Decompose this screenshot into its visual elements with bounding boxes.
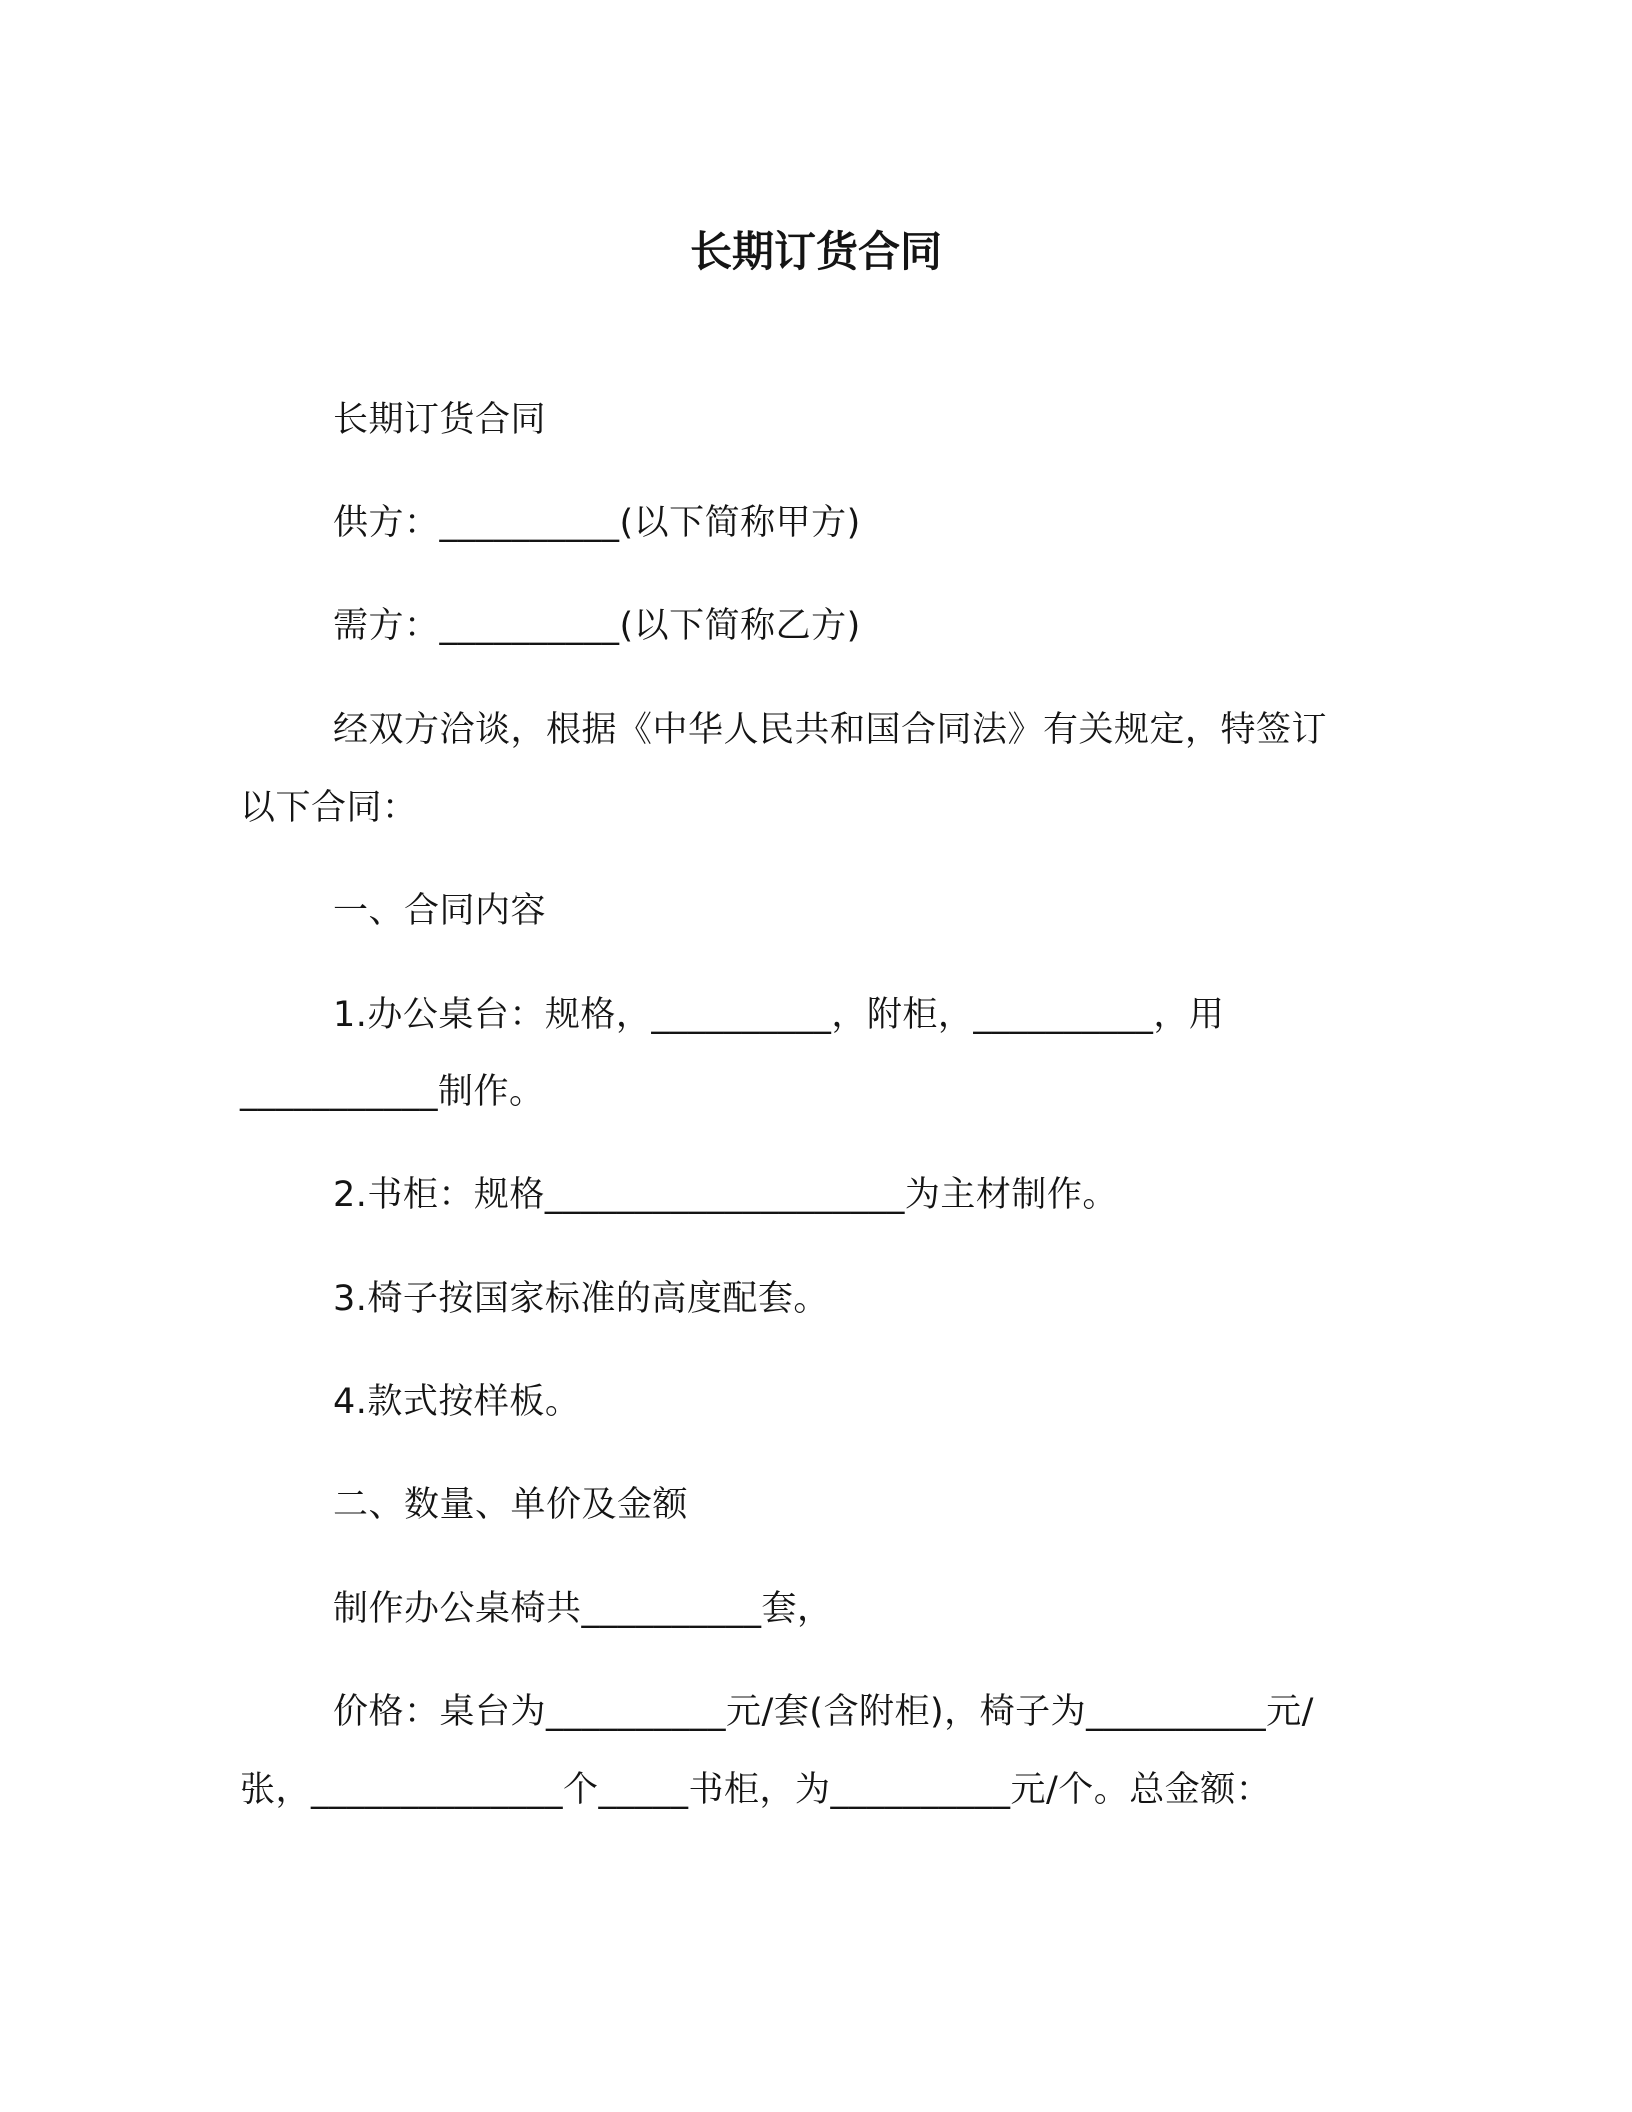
subtitle-line: 长期订货合同 (333, 400, 547, 440)
supplier-line: 供方：__________(以下简称甲方) (333, 503, 861, 543)
section-heading-2: 二、数量、单价及金额 (333, 1485, 689, 1525)
preamble-line-2: 以下合同： (240, 788, 418, 828)
price-line-1: 价格：桌台为__________元/套(含附柜)，椅子为__________元/ (333, 1692, 1314, 1732)
preamble-line-1: 经双方洽谈，根据《中华人民共和国合同法》有关规定，特签订 (333, 710, 1328, 750)
clause-3-line: 3.椅子按国家标准的高度配套。 (333, 1279, 829, 1319)
clause-2-line: 2.书柜：规格____________________为主材制作。 (333, 1175, 1118, 1215)
buyer-line: 需方：__________(以下简称乙方) (333, 606, 861, 646)
document-title: 长期订货合同 (689, 227, 942, 276)
quantity-line: 制作办公桌椅共__________套， (333, 1589, 833, 1629)
clause-1-line-2: ___________制作。 (240, 1072, 545, 1112)
price-line-2: 张，______________个_____书柜，为__________元/个。总金额： (240, 1770, 1272, 1810)
section-heading-1: 一、合同内容 (333, 891, 547, 931)
clause-1-line-1: 1.办公桌台：规格，__________，附柜，__________，用 (333, 995, 1225, 1035)
clause-4-line: 4.款式按样板。 (333, 1382, 581, 1422)
